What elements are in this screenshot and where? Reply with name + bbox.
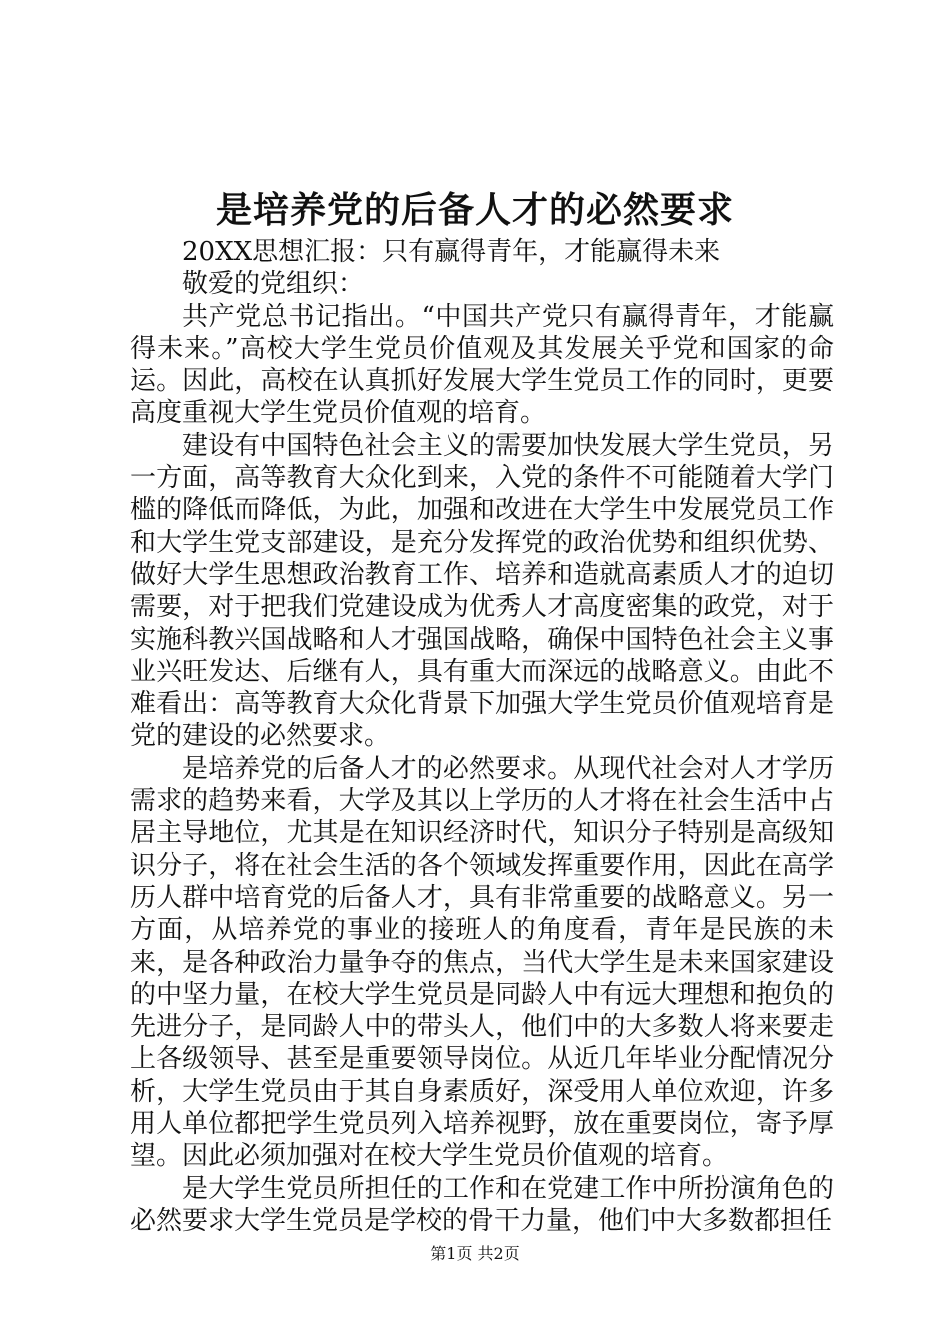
paragraph-salutation: 敬爱的党组织：: [182, 269, 365, 300]
paragraph-3: 是培养党的后备人才的必然要求。从现代社会对人才学历需求的趋势来看，大学及其以上学历的人才将在社会生活中占居主导地位，尤其是在知识经济时代，知识分子特别是高级知识分子，将在社会生活的各个领域发挥重要作用，因此在高学历人群中培育党的后备人才，具有非常重要的战略意义。另一方面，从培养党的事业的接班人的角度看，青年是民族的未来，是各种政治力量争夺的焦点，当代大学生是未来国家建设的中坚力量，在校大学生党员是同龄人中有远大理想和抱负的先进分子，是同龄人中的带头人，他们中的大多数人将来要走上各级领导、甚至是重要领导岗位。从近几年毕业分配情况分析，大学生党员由于其自身素质好，深受用人单位欢迎，许多用人单位都把学生党员列入培养视野，放在重要岗位，寄予厚望。因此必须加强对在校大学生党员价值观的培育。: [130, 753, 834, 1172]
paragraph-4: 是大学生党员所担任的工作和在党建工作中所扮演角色的必然要求大学生党员是学校的骨干力量，他们中大多数都担任: [130, 1173, 834, 1236]
page-footer: 第1页 共2页: [430, 1244, 520, 1263]
paragraph-subtitle: 20XX思想汇报：只有赢得青年，才能赢得未来: [182, 237, 721, 267]
paragraph-1: 共产党总书记指出。“中国共产党只有赢得青年，才能赢得未来。”高校大学生党员价值观及其发展关乎党和国家的命运。因此，高校在认真抓好发展大学生党员工作的同时，更要高度重视大学生党员价值观的培育。: [130, 301, 834, 429]
document-title: 是培养党的后备人才的必然要求: [215, 189, 734, 231]
paragraph-2: 建设有中国特色社会主义的需要加快发展大学生党员，另一方面，高等教育大众化到来，入党的条件不可能随着大学门槛的降低而降低，为此，加强和改进在大学生中发展党员工作和大学生党支部建设，是充分发挥党的政治优势和组织优势、做好大学生思想政治教育工作、培养和造就高素质人才的迫切需要，对于把我们党建设成为优秀人才高度密集的政党，对于实施科教兴国战略和人才强国战略，确保中国特色社会主义事业兴旺发达、后继有人，具有重大而深远的战略意义。由此不难看出：高等教育大众化背景下加强大学生党员价值观培育是党的建设的必然要求。: [130, 430, 834, 752]
document-body: [130, 236, 834, 1237]
